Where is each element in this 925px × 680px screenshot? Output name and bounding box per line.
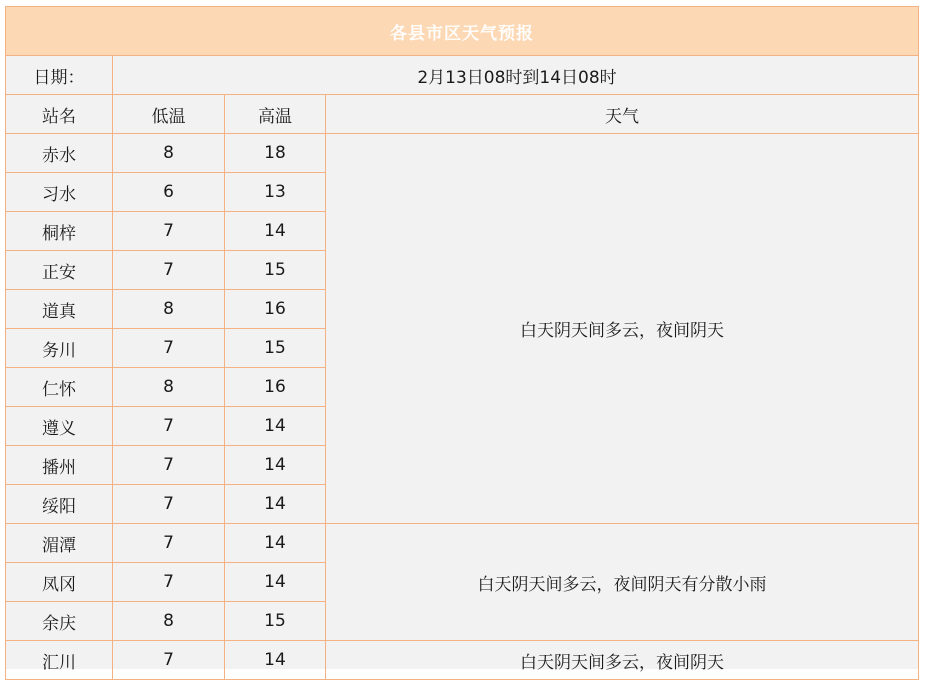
header-station: 站名 (6, 95, 113, 134)
low-temp: 7 (113, 485, 225, 524)
low-temp: 6 (113, 173, 225, 212)
low-temp: 7 (113, 446, 225, 485)
low-temp: 7 (113, 641, 225, 680)
high-temp: 14 (225, 563, 326, 602)
station-name: 遵义 (6, 407, 113, 446)
station-name: 正安 (6, 251, 113, 290)
date-label: 日期： (6, 56, 113, 95)
high-temp: 14 (225, 641, 326, 680)
low-temp: 7 (113, 407, 225, 446)
low-temp: 7 (113, 563, 225, 602)
station-name: 桐梓 (6, 212, 113, 251)
title-row (6, 7, 919, 56)
table-row (6, 641, 919, 680)
low-temp: 8 (113, 290, 225, 329)
forecast-sheet (5, 6, 918, 673)
high-temp: 15 (225, 602, 326, 641)
low-temp: 7 (113, 524, 225, 563)
header-row (6, 95, 919, 134)
station-name: 务川 (6, 329, 113, 368)
low-temp: 8 (113, 602, 225, 641)
high-temp: 14 (225, 446, 326, 485)
station-name: 仁怀 (6, 368, 113, 407)
station-name: 赤水 (6, 134, 113, 173)
station-name: 播州 (6, 446, 113, 485)
header-weather: 天气 (326, 95, 919, 134)
high-temp: 14 (225, 485, 326, 524)
forecast-table (5, 6, 919, 680)
station-name: 汇川 (6, 641, 113, 680)
high-temp: 14 (225, 524, 326, 563)
weather-desc-group-3: 白天阴天间多云，夜间阴天 (326, 641, 919, 680)
high-temp: 16 (225, 290, 326, 329)
high-temp: 15 (225, 329, 326, 368)
high-temp: 16 (225, 368, 326, 407)
low-temp: 8 (113, 134, 225, 173)
header-high-temp: 高温 (225, 95, 326, 134)
station-name: 习水 (6, 173, 113, 212)
low-temp: 8 (113, 368, 225, 407)
high-temp: 14 (225, 407, 326, 446)
station-name: 绥阳 (6, 485, 113, 524)
weather-desc-group-2: 白天阴天间多云，夜间阴天有分散小雨 (326, 524, 919, 641)
date-row (6, 56, 919, 95)
low-temp: 7 (113, 212, 225, 251)
station-name: 道真 (6, 290, 113, 329)
high-temp: 15 (225, 251, 326, 290)
weather-desc-group-1: 白天阴天间多云，夜间阴天 (326, 134, 919, 524)
low-temp: 7 (113, 329, 225, 368)
station-name: 湄潭 (6, 524, 113, 563)
table-row (6, 524, 919, 563)
station-name: 凤冈 (6, 563, 113, 602)
high-temp: 14 (225, 212, 326, 251)
low-temp: 7 (113, 251, 225, 290)
station-name: 余庆 (6, 602, 113, 641)
header-low-temp: 低温 (113, 95, 225, 134)
table-title: 各县市区天气预报 (6, 7, 919, 56)
table-row (6, 134, 919, 173)
date-value: 2月13日08时到14日08时 (113, 56, 919, 95)
high-temp: 18 (225, 134, 326, 173)
high-temp: 13 (225, 173, 326, 212)
